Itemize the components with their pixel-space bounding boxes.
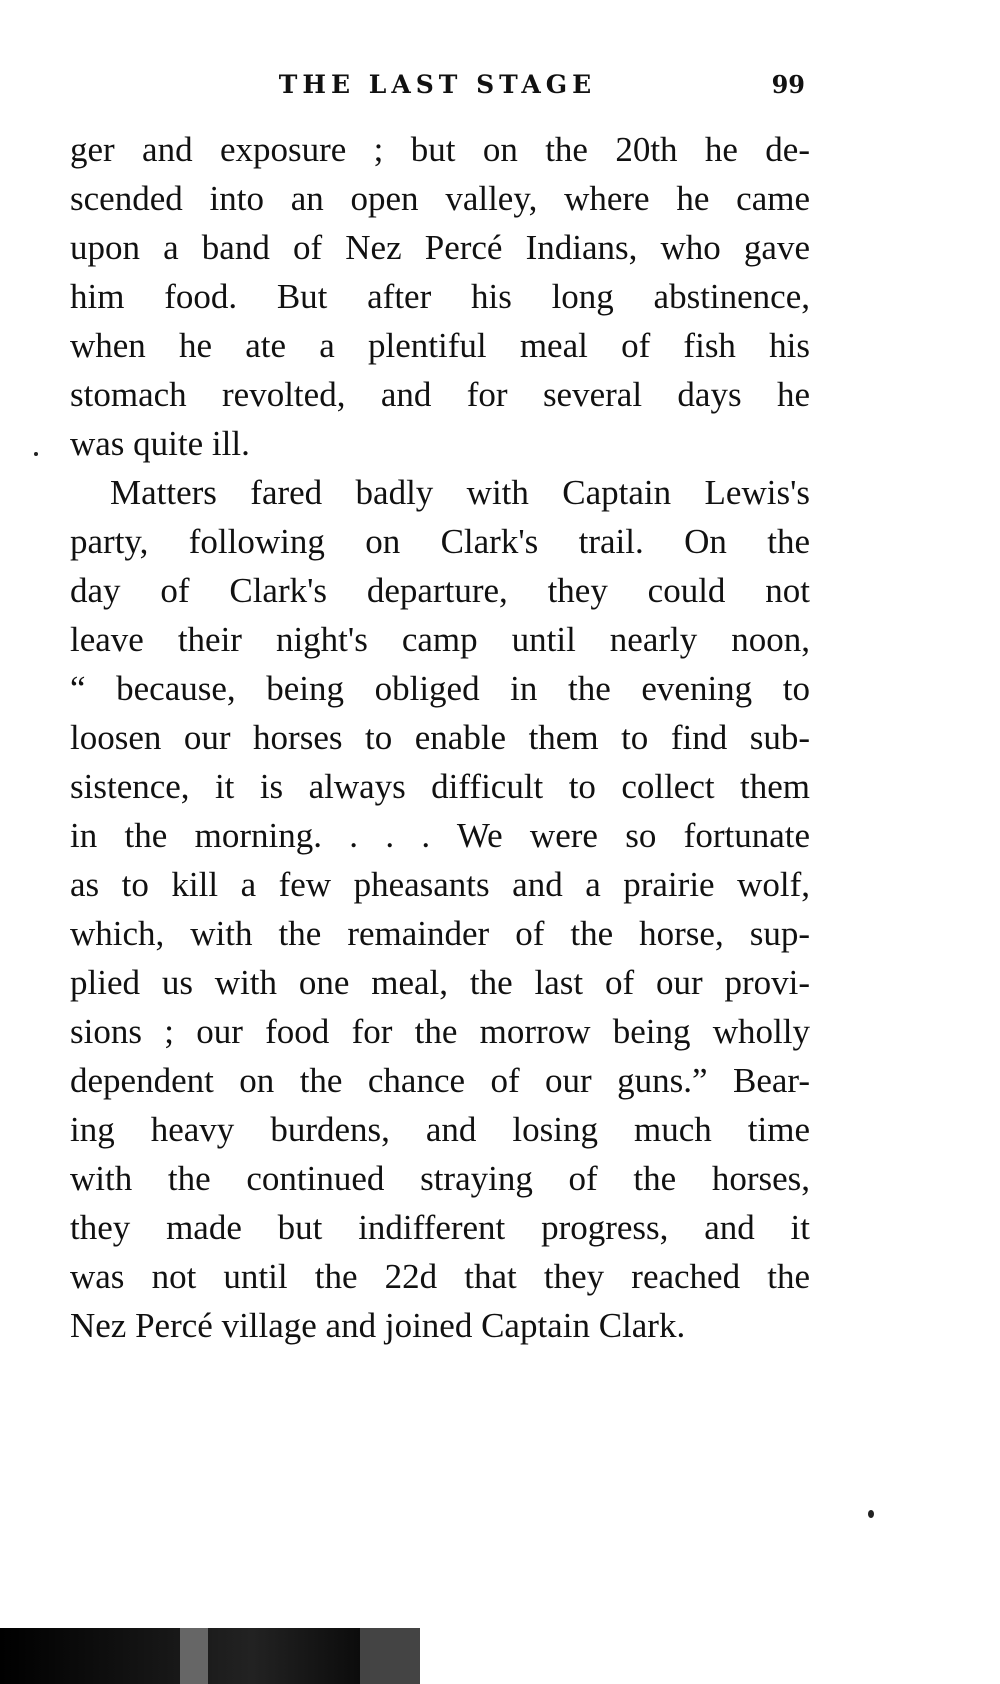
text-line: was quite ill. [70,424,250,463]
text-line: ing heavy burdens, and losing much time [70,1110,810,1149]
text-line: sions ; our food for the morrow being wholly [70,1012,810,1051]
text-line: was not until the 22d that they reached the [70,1257,810,1296]
page-number: 99 [771,70,805,99]
text-line: with the continued straying of the horses, [70,1159,810,1198]
text-line: plied us with one meal, the last of our provi- [70,963,810,1002]
text-line: loosen our horses to enable them to find sub- [70,718,810,757]
running-head [70,70,805,110]
text-line: leave their night's camp until nearly noon, [70,620,810,659]
text-line: which, with the remainder of the horse, sup- [70,914,810,953]
text-line: dependent on the chance of our guns.” Bear- [70,1061,810,1100]
running-title: THE LAST STAGE [278,70,597,99]
text-line: sistence, it is always difficult to collect them [70,767,810,806]
text-line: when he ate a plentiful meal of fish his [70,326,810,365]
text-line: “ because, being obliged in the evening to [70,669,810,708]
text-line: as to kill a few pheasants and a prairie wolf, [70,865,810,904]
scan-speck [868,1510,874,1518]
text-line: day of Clark's departure, they could not [70,571,810,610]
text-line: him food. But after his long abstinence, [70,277,810,316]
text-line: upon a band of Nez Percé Indians, who gave [70,228,810,267]
text-line: party, following on Clark's trail. On the [70,522,810,561]
text-line: they made but indifferent progress, and it [70,1208,810,1247]
text-line: scended into an open valley, where he came [70,179,810,218]
scan-speck [34,452,38,456]
text-line: in the morning. . . . We were so fortunate [70,816,810,855]
text-line: Nez Percé village and joined Captain Clark. [70,1306,686,1345]
body-text [70,125,810,1350]
text-line: stomach revolted, and for several days he [70,375,810,414]
text-line: ger and exposure ; but on the 20th he de- [70,130,810,169]
scan-edge-artifact [0,1628,420,1684]
text-line: Matters fared badly with Captain Lewis's [110,473,810,512]
